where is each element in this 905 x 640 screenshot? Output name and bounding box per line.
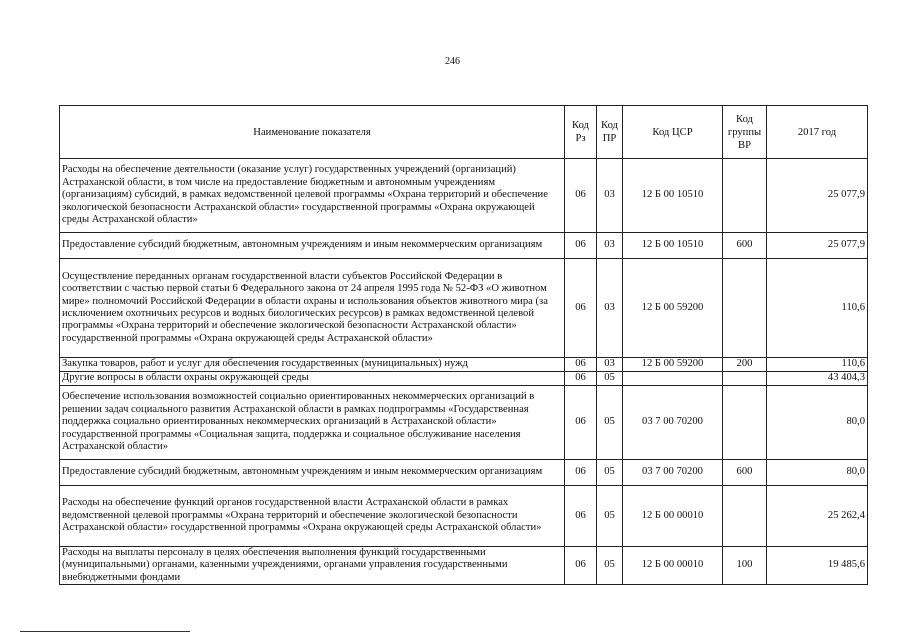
row-vr (723, 486, 767, 547)
table-row (60, 460, 868, 486)
table-row (60, 358, 868, 372)
header-name: Наименование показателя (60, 106, 565, 159)
row-rz: 06 (565, 386, 597, 460)
header-pr: Код ПР (597, 106, 623, 159)
row-name: Расходы на выплаты персоналу в целях обеспечения выполнения функций государственными (муниципальными) органами, казенными учреждениями, органами управления государственными внебюджетными фондами (60, 547, 565, 585)
row-csr: 03 7 00 70200 (623, 386, 723, 460)
row-rz: 06 (565, 460, 597, 486)
row-rz: 06 (565, 372, 597, 386)
row-vr: 600 (723, 233, 767, 259)
row-csr: 12 Б 00 59200 (623, 358, 723, 372)
footnote-separator (20, 631, 190, 632)
row-amount: 43 404,3 (767, 372, 868, 386)
row-name: Предоставление субсидий бюджетным, автономным учреждениям и иным некоммерческим организациям (60, 233, 565, 259)
row-rz: 06 (565, 547, 597, 585)
row-amount: 19 485,6 (767, 547, 868, 585)
row-pr: 03 (597, 358, 623, 372)
row-csr: 12 Б 00 10510 (623, 159, 723, 233)
row-pr: 03 (597, 233, 623, 259)
table-row (60, 547, 868, 585)
row-name: Расходы на обеспечение функций органов государственной власти Астраханской области в рамках ведомственной целевой программы «Охрана территорий и обеспечение экологической безопасности Астраханской области» государственной программы «Охрана окружающей среды Астраханской области» (60, 486, 565, 547)
table-row (60, 486, 868, 547)
row-vr (723, 386, 767, 460)
row-amount: 25 077,9 (767, 159, 868, 233)
row-name: Обеспечение использования возможностей социально ориентированных некоммерческих организаций в решении задач социального развития Астраханской области в рамках подпрограммы «Государственная поддержка социально ориентированных некоммерческих организаций в Астраханской области» государственной программы «Социальная защита, поддержка и социальное обслуживание населения Астраханской области» (60, 386, 565, 460)
row-amount: 80,0 (767, 460, 868, 486)
row-csr: 12 Б 00 00010 (623, 486, 723, 547)
row-name: Осуществление переданных органам государственной власти субъектов Российской Федерации в соответствии с частью первой статьи 6 Федерального закона от 24 апреля 1995 года № 52-ФЗ «О животном мире» полномочий Российской Федерации в области охраны и использования объектов животного мира (за исключением охотничьих ресурсов и водных биологических ресурсов) в рамках ведомственной целевой программы «Охрана территорий и обеспечение экологической безопасности Астраханской области» государственной программы «Охрана окружающей среды Астраханской области» (60, 259, 565, 358)
row-vr (723, 259, 767, 358)
row-csr: 12 Б 00 59200 (623, 259, 723, 358)
row-amount: 110,6 (767, 358, 868, 372)
row-vr: 600 (723, 460, 767, 486)
table-row (60, 386, 868, 460)
row-pr: 05 (597, 372, 623, 386)
row-vr (723, 159, 767, 233)
row-rz: 06 (565, 486, 597, 547)
table-row (60, 372, 868, 386)
row-vr (723, 372, 767, 386)
table-row (60, 233, 868, 259)
row-amount: 80,0 (767, 386, 868, 460)
row-pr: 03 (597, 159, 623, 233)
row-csr: 12 Б 00 10510 (623, 233, 723, 259)
row-name: Расходы на обеспечение деятельности (оказание услуг) государственных учреждений (организаций) Астраханской области, в том числе на предоставление бюджетным и автономным учреждениям (организациям) субсидий, в рамках ведомственной целевой программы «Охрана территорий и обеспечение экологической безопасности Астраханской области» государственной программы «Охрана окружающей среды Астраханской области» (60, 159, 565, 233)
budget-table (59, 105, 868, 585)
row-pr: 05 (597, 547, 623, 585)
header-rz: Код Рз (565, 106, 597, 159)
row-rz: 06 (565, 259, 597, 358)
row-vr: 200 (723, 358, 767, 372)
row-rz: 06 (565, 159, 597, 233)
header-vr: Код группы ВР (723, 106, 767, 159)
row-pr: 05 (597, 460, 623, 486)
table-header-row (60, 106, 868, 159)
row-name: Предоставление субсидий бюджетным, автономным учреждениям и иным некоммерческим организациям (60, 460, 565, 486)
table-row (60, 259, 868, 358)
row-name: Другие вопросы в области охраны окружающей среды (60, 372, 565, 386)
row-amount: 25 262,4 (767, 486, 868, 547)
row-amount: 25 077,9 (767, 233, 868, 259)
row-name: Закупка товаров, работ и услуг для обеспечения государственных (муниципальных) нужд (60, 358, 565, 372)
row-pr: 03 (597, 259, 623, 358)
header-year: 2017 год (767, 106, 868, 159)
row-vr: 100 (723, 547, 767, 585)
row-pr: 05 (597, 486, 623, 547)
row-csr (623, 372, 723, 386)
table-row (60, 159, 868, 233)
row-pr: 05 (597, 386, 623, 460)
row-rz: 06 (565, 233, 597, 259)
row-rz: 06 (565, 358, 597, 372)
page-number: 246 (445, 56, 460, 67)
row-csr: 12 Б 00 00010 (623, 547, 723, 585)
row-csr: 03 7 00 70200 (623, 460, 723, 486)
row-amount: 110,6 (767, 259, 868, 358)
header-csr: Код ЦСР (623, 106, 723, 159)
